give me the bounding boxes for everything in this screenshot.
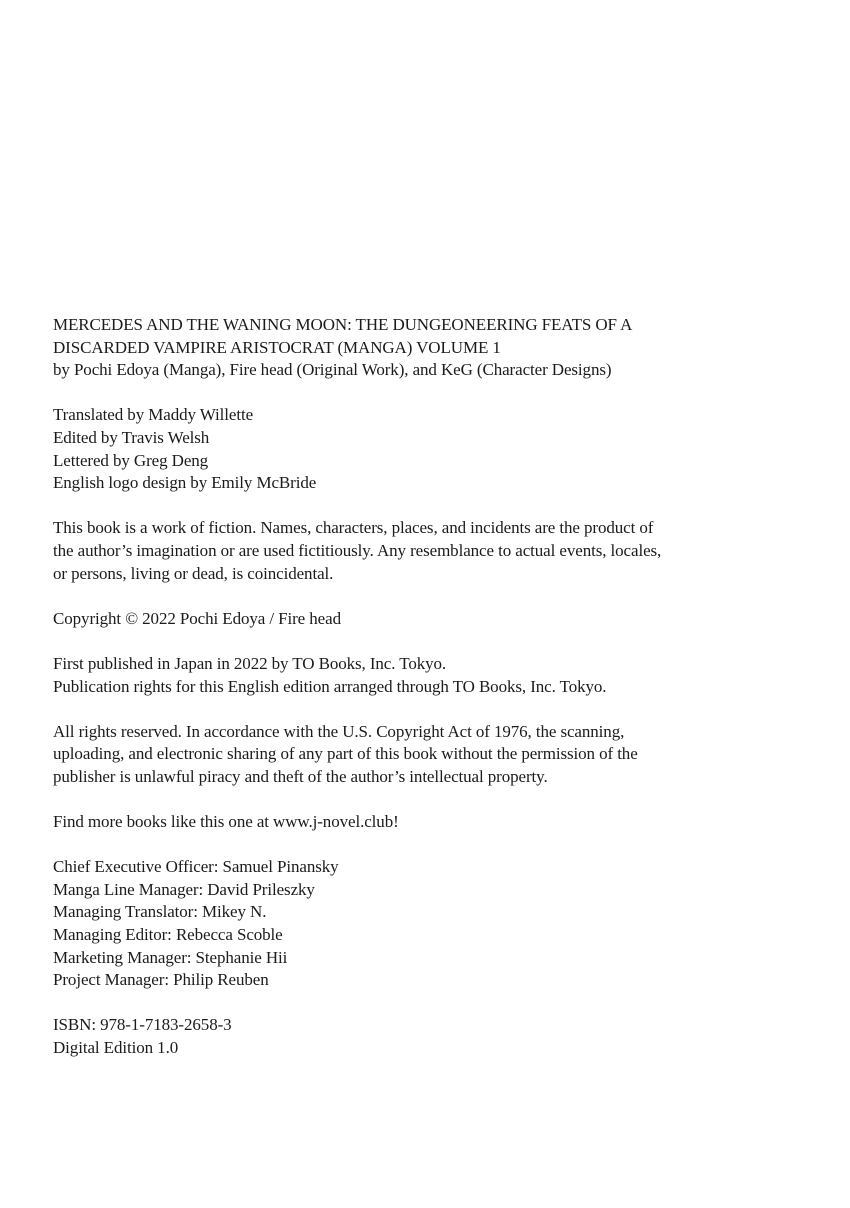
byline: by Pochi Edoya (Manga), Fire head (Original Work), and KeG (Character Designs) <box>53 360 612 380</box>
title-block <box>53 314 810 382</box>
promo-line: Find more books like this one at www.j-novel.club! <box>53 812 399 832</box>
book-title-line: DISCARDED VAMPIRE ARISTOCRAT (MANGA) VOLUME 1 <box>53 337 501 357</box>
rights-line: uploading, and electronic sharing of any part of this book without the permission of the <box>53 744 638 764</box>
staff-credit-line: Project Manager: Philip Reuben <box>53 970 269 990</box>
credit-line: Translated by Maddy Willette <box>53 405 254 425</box>
staff-credit-line: Manga Line Manager: David Prileszky <box>53 879 315 899</box>
disclaimer-line: This book is a work of fiction. Names, characters, places, and incidents are the product of <box>53 518 654 538</box>
publication-line: Publication rights for this English edition arranged through TO Books, Inc. Tokyo. <box>53 676 607 696</box>
staff-credit-line: Managing Translator: Mikey N. <box>53 902 267 922</box>
copyright-line: Copyright © 2022 Pochi Edoya / Fire head <box>53 608 341 628</box>
disclaimer-line: or persons, living or dead, is coincidental. <box>53 563 334 583</box>
isbn-line: ISBN: 978-1-7183-2658-3 <box>53 1015 232 1035</box>
staff-credit-line: Chief Executive Officer: Samuel Pinansky <box>53 857 339 877</box>
copyright-line-block <box>53 608 810 631</box>
staff-credit-line: Marketing Manager: Stephanie Hii <box>53 947 288 967</box>
publication-info <box>53 653 810 698</box>
credit-line: Edited by Travis Welsh <box>53 427 210 447</box>
edition-info <box>53 1014 810 1059</box>
credit-line: Lettered by Greg Deng <box>53 450 209 470</box>
fiction-disclaimer <box>53 517 810 585</box>
promo-line-block <box>53 811 810 834</box>
translation-credits <box>53 404 810 494</box>
rights-line: publisher is unlawful piracy and theft of the author’s intellectual property. <box>53 766 548 786</box>
digital-edition-line: Digital Edition 1.0 <box>53 1038 179 1057</box>
staff-credit-line: Managing Editor: Rebecca Scoble <box>53 925 283 945</box>
disclaimer-line: the author’s imagination or are used fictitiously. Any resemblance to actual events, locales, <box>53 540 662 560</box>
rights-notice <box>53 721 810 789</box>
publication-line: First published in Japan in 2022 by TO Books, Inc. Tokyo. <box>53 653 447 673</box>
book-title-line: MERCEDES AND THE WANING MOON: THE DUNGEONEERING FEATS OF A <box>53 315 633 334</box>
rights-line: All rights reserved. In accordance with the U.S. Copyright Act of 1976, the scanning, <box>53 721 625 741</box>
staff-credits <box>53 856 810 992</box>
credit-line: English logo design by Emily McBride <box>53 473 317 493</box>
